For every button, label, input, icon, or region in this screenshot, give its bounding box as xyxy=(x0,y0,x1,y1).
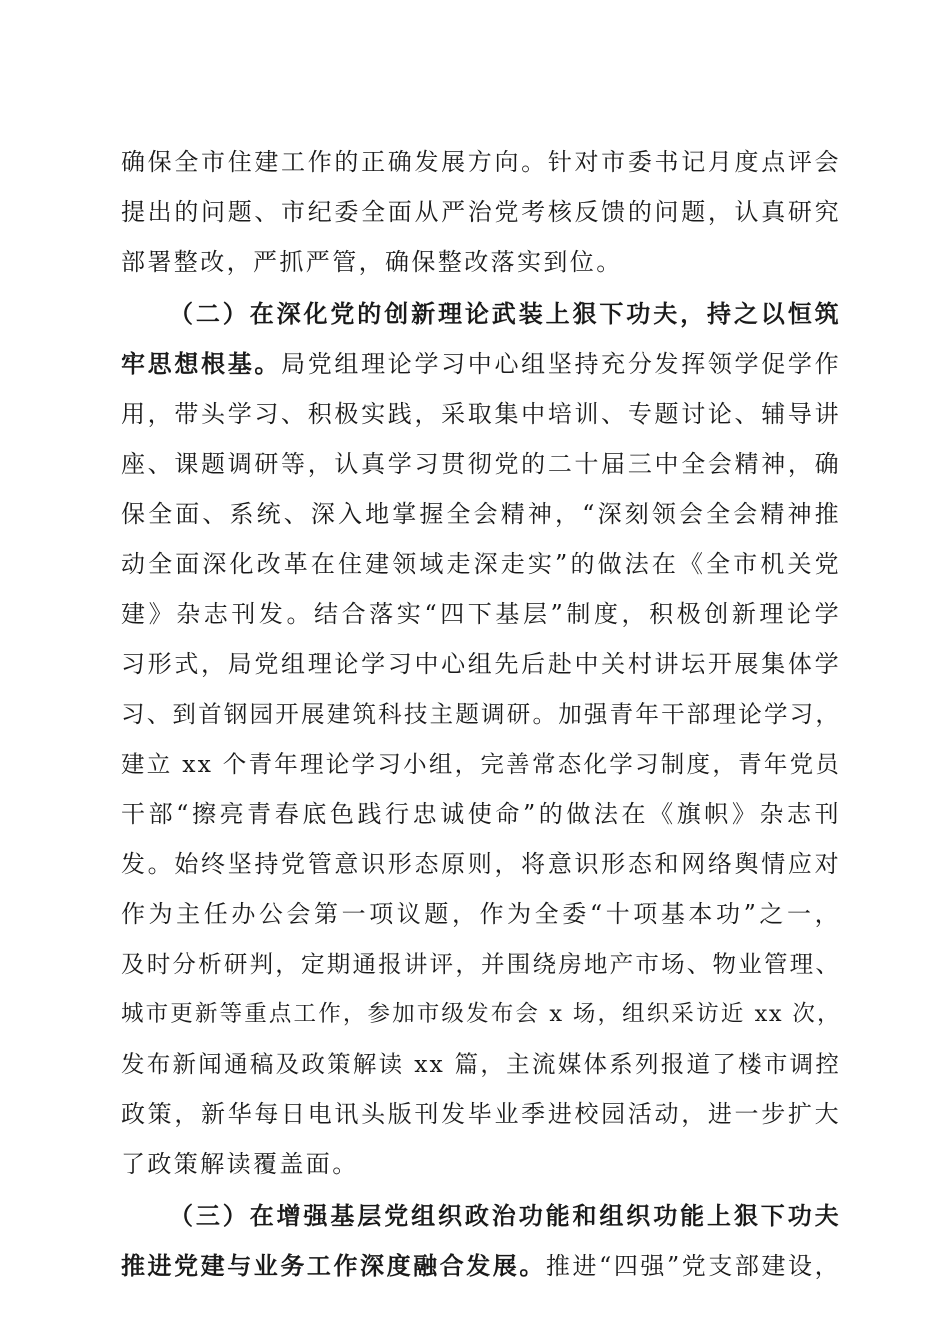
p1-line-3: 部署整改，严抓严管，确保整改落实到位。 xyxy=(121,248,623,276)
p2-line-17: 政策，新华每日电讯头版刊发毕业季进校园活动，进一步扩大 xyxy=(121,1100,841,1128)
p2-line-9: 习、到首钢园开展建筑科技主题调研。加强青年干部理论学习， xyxy=(121,700,841,728)
p2-line-10: 建立 xx 个青年理论学习小组，完善常态化学习制度，青年党员 xyxy=(121,750,841,778)
p3-heading-line-1: （三）在增强基层党组织政治功能和组织功能上狠下功夫 xyxy=(169,1201,841,1230)
p2-line-2-text: 局党组理论学习中心组坚持充分发挥领学促学作 xyxy=(281,350,841,378)
p2-line-13: 作为主任办公会第一项议题，作为全委“十项基本功”之一， xyxy=(121,900,841,928)
p2-heading-line-1: （二）在深化党的创新理论武装上狠下功夫，持之以恒筑 xyxy=(169,299,841,328)
p2-line-6: 动全面深化改革在住建领域走深走实”的做法在《全市机关党 xyxy=(121,550,841,578)
p2-heading-line-2: 牢思想根基。 xyxy=(121,349,282,378)
p2-line-18: 了政策解读覆盖面。 xyxy=(121,1150,359,1178)
p2-line-15: 城市更新等重点工作，参加市级发布会 x 场，组织采访近 xx 次， xyxy=(121,1001,841,1027)
p2-line-7: 建》杂志刊发。结合落实“四下基层”制度，积极创新理论学 xyxy=(121,600,841,628)
p2-line-3: 用，带头学习、积极实践，采取集中培训、专题讨论、辅导讲 xyxy=(121,400,841,428)
p3-heading-line-2: 推进党建与业务工作深度融合发展。 xyxy=(121,1251,546,1280)
p3-line-2-text: 推进“四强”党支部建设， xyxy=(545,1252,841,1280)
p2-line-8: 习形式，局党组理论学习中心组先后赴中关村讲坛开展集体学 xyxy=(121,650,841,678)
p3-line-2 xyxy=(121,1241,841,1291)
p2-line-16: 发布新闻通稿及政策解读 xx 篇，主流媒体系列报道了楼市调控 xyxy=(121,1050,841,1078)
p2-line-14: 及时分析研判，定期通报讲评，并围绕房地产市场、物业管理、 xyxy=(121,950,841,978)
p2-line-2 xyxy=(121,339,841,389)
p1-line-1: 确保全市住建工作的正确发展方向。针对市委书记月度点评会 xyxy=(121,148,841,176)
p2-line-12: 发。始终坚持党管意识形态原则，将意识形态和网络舆情应对 xyxy=(121,850,841,878)
p1-line-2: 提出的问题、市纪委全面从严治党考核反馈的问题，认真研究 xyxy=(121,198,841,226)
p2-line-4: 座、课题调研等，认真学习贯彻党的二十届三中全会精神，确 xyxy=(121,450,841,478)
p2-line-11: 干部“擦亮青春底色践行忠诚使命”的做法在《旗帜》杂志刊 xyxy=(121,800,841,828)
p2-line-5: 保全面、系统、深入地掌握全会精神，“深刻领会全会精神推 xyxy=(121,500,841,528)
